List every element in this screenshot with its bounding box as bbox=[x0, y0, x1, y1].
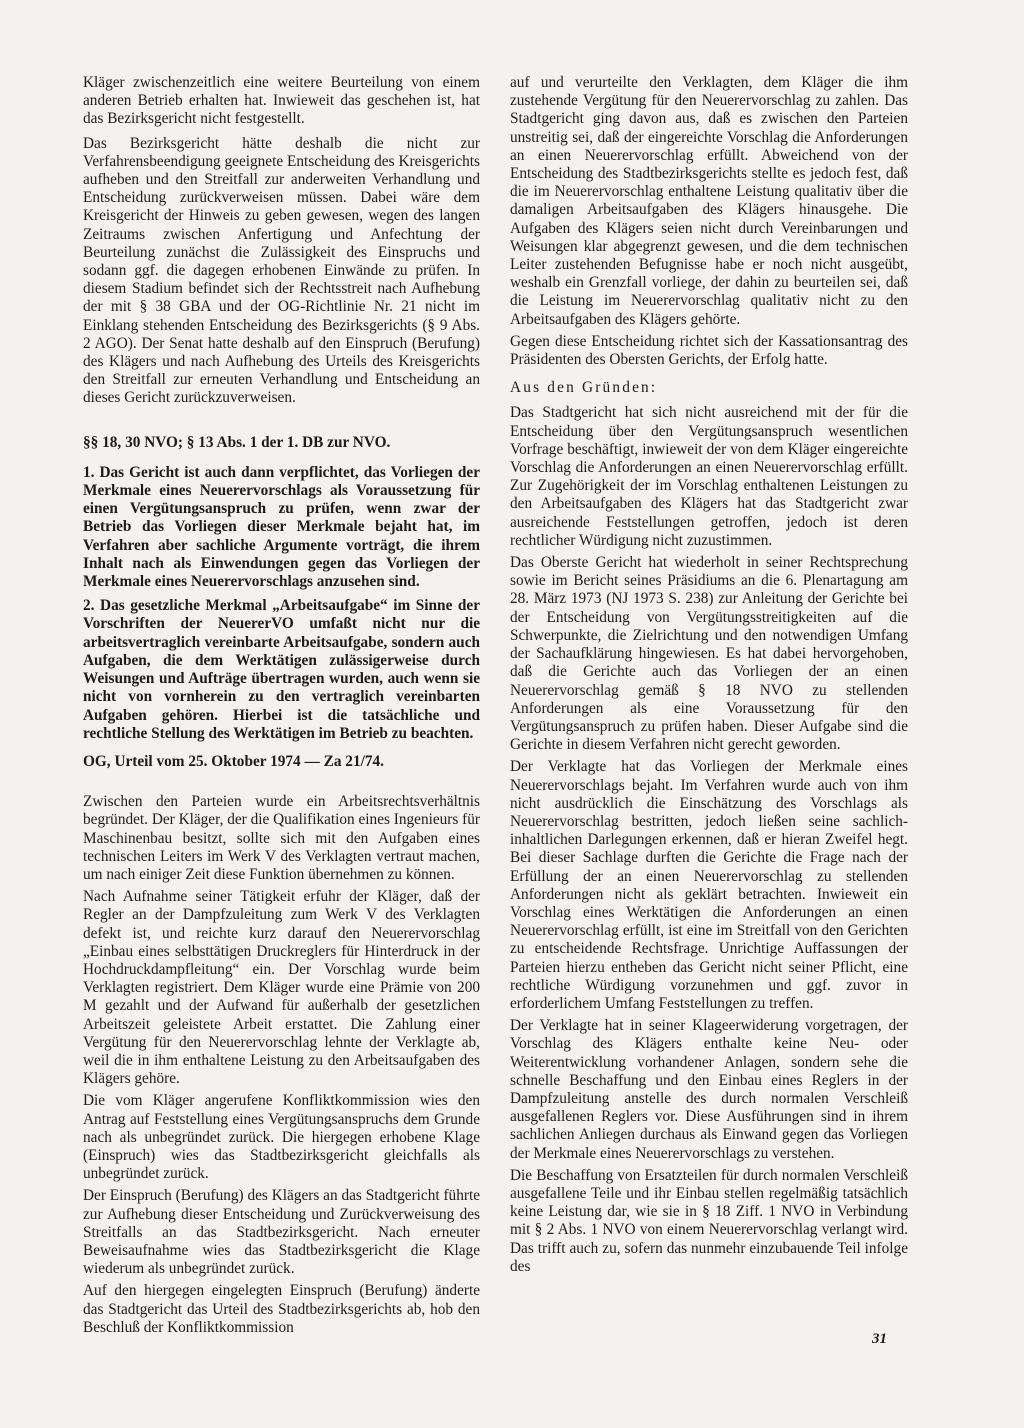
page-number: 31 bbox=[872, 1331, 887, 1347]
judgment-citation: OG, Urteil vom 25. Oktober 1974 — Za 21/74. bbox=[83, 752, 384, 770]
paragraph: Die vom Kläger angerufene Konfliktkommission wies den Antrag auf Feststellung eines Vergütungsanspruchs dem Grunde nach als unbegründet zurück. Die hiergegen erhobene Klage (Einspruch) wies das Stadtbezirksgericht gleichfalls als unbegründet zurück. bbox=[83, 1092, 480, 1183]
paragraph: Das Stadtgericht hat sich nicht ausreichend mit der für die Entscheidung über den Vergütungsanspruch wesentlichen Vorfrage beschäftigt, inwieweit der von dem Kläger eingereichte Vorschlag die Anforderungen an einen Neuerervorschlag erfüllt. Zur Zugehörigkeit der im Vorschlag enthaltenen Leistungen zu den Arbeitsaufgaben des Klägers hat das Stadtgericht zwar ausreichende Feststellungen getroffen, jedoch ist deren rechtlicher Würdigung nicht zuzustimmen. bbox=[510, 404, 908, 549]
paragraph: Der Verklagte hat das Vorliegen der Merkmale eines Neuerervorschlags bejaht. Im Verfahren wurde auch von ihm nicht ausdrücklich die Einschätzung des Vorschlags als Neuerervorschlag bestritten, jedoch ließen seine sachlich-inhaltlichen Darlegungen erkennen, daß er hieran Zweifel hegt. Bei dieser Sachlage durften die Gerichte die Frage nach der Erfüllung der an einen Neuerervorschlag zu stellenden Anforderungen nicht als geklärt betrachten. Inwieweit ein Vorschlag eines Werktätigen die Anforderungen an einen Neuerervorschlag erfüllt, ist eine im Streitfall von den Gerichten zu entscheidende Rechtsfrage. Unrichtige Auffassungen der Parteien hierzu entheben das Gericht nicht seiner Pflicht, eine rechtliche Würdigung vorzunehmen und ggf. zuvor in erforderlichem Umfang Feststellungen zu treffen. bbox=[510, 758, 908, 1012]
paragraph: Das Bezirksgericht hätte deshalb die nicht zur Verfahrensbeendigung geeignete Entscheidung des Kreisgerichts aufheben und den Streitfall zur anderweiten Verhandlung und Entscheidung zurückverweisen müssen. Dabei wäre dem Kreisgericht der Hinweis zu geben gewesen, wegen des langen Zeitraums zwischen Anfertigung und Anfechtung der Beurteilung zunächst die Zulässigkeit des Einspruchs und sodann ggf. die dagegen erhobenen Einwände zu prüfen. In diesem Stadium befindet sich der Rechtsstreit nach Aufhebung der mit § 38 GBA und der OG-Richtlinie Nr. 21 nicht im Einklang stehenden Entscheidung des Bezirksgerichts (§ 9 Abs. 2 AGO). Der Senat hatte deshalb auf den Einspruch (Berufung) des Klägers und nach Aufhebung des Urteils des Kreisgerichts den Streitfall zur erneuten Verhandlung und Entscheidung an dieses Gericht zurückzuverweisen. bbox=[83, 134, 480, 407]
right-column bbox=[510, 74, 908, 1280]
reasons-heading: Aus den Gründen: bbox=[510, 379, 658, 397]
headnote-2: 2. Das gesetzliche Merkmal „Arbeitsaufgabe“ im Sinne der Vorschriften der NeuererVO umfaßt nicht nur die arbeitsvertraglich vereinbarte Arbeitsaufgabe, sondern auch Aufgaben, die dem Werktätigen zulässigerweise durch Weisungen und Aufträge übertragen wurden, auch wenn sie nicht von vornherein zu den vertraglich vereinbarten Aufgaben gehören. Hierbei ist die tatsächliche und rechtliche Stellung des Werktätigen im Betrieb zu beachten. bbox=[83, 597, 480, 742]
paragraph: Kläger zwischenzeitlich eine weitere Beurteilung von einem anderen Betrieb erhalten hat. Inwieweit das geschehen ist, hat das Bezirksgericht nicht festgestellt. bbox=[83, 74, 480, 128]
paragraph: Das Oberste Gericht hat wiederholt in seiner Rechtsprechung sowie im Bericht seines Präsidiums an die 6. Plenartagung am 28. März 1973 (NJ 1973 S. 238) zur Anleitung der Gerichte bei der Entscheidung von Vergütungsstreitigkeiten auf die Schwerpunkte, die Zielrichtung und den notwendigen Umfang der Sachaufklärung hingewiesen. Es hat dabei hervorgehoben, daß die Gerichte auch das Vorliegen der an einen Neuerervorschlag gemäß § 18 NVO zu stellenden Anforderungen als eine Voraussetzung für den Vergütungsanspruch zu prüfen haben. Dieser Aufgabe sind die Gerichte in diesem Verfahren nicht gerecht geworden. bbox=[510, 554, 908, 754]
paragraph: Auf den hiergegen eingelegten Einspruch (Berufung) änderte das Stadtgericht das Urteil des Stadtbezirksgerichts ab, hob den Beschluß der Konfliktkommission bbox=[83, 1282, 480, 1336]
headnote-1: 1. Das Gericht ist auch dann verpflichtet, das Vorliegen der Merkmale eines Neuerervorschlags als Voraussetzung für einen Vergütungsanspruch zu prüfen, wenn zwar der Betrieb das Vorliegen dieser Merkmale bejaht hat, im Verfahren aber sachliche Argumente vorträgt, die ihrem Inhalt nach als Einwendungen gegen das Vorliegen der Merkmale eines Neuerervorschlags anzusehen sind. bbox=[83, 463, 480, 591]
paragraph: Der Einspruch (Berufung) des Klägers an das Stadtgericht führte zur Aufhebung dieser Entscheidung und Zurückverweisung des Streitfalls an das Stadtbezirksgericht. Nach erneuter Beweisaufnahme wies das Stadtbezirksgericht die Klage wiederum als unbegründet zurück. bbox=[83, 1187, 480, 1278]
paragraph: Zwischen den Parteien wurde ein Arbeitsrechtsverhältnis begründet. Der Kläger, der die Qualifikation eines Ingenieurs für Maschinenbau besitzt, sollte sich mit den Aufgaben eines technischen Leiters im Werk V des Verklagten vertraut machen, um nach einiger Zeit diese Funktion übernehmen zu können. bbox=[83, 793, 480, 883]
paragraph: Die Beschaffung von Ersatzteilen für durch normalen Verschleiß ausgefallene Teile und ihr Einbau stellen regelmäßig tatsächlich keine Leistung dar, wie sie in § 18 Ziff. 1 NVO in Verbindung mit § 2 Abs. 1 NVO von einem Neuerervorschlag verlangt wird. Das trifft auch zu, sofern das nunmehr einzubauende Teil infolge des bbox=[510, 1166, 908, 1275]
paragraph: auf und verurteilte den Verklagten, dem Kläger die ihm zustehende Vergütung für den Neuerervorschlag zu zahlen. Das Stadtgericht ging davon aus, daß es zwischen den Parteien unstreitig sei, daß der eingereichte Vorschlag die Anforderungen an einen Neuerervorschlag erfüllt. Abweichend von der Entscheidung des Stadtbezirksgerichts stellte es jedoch fest, daß die im Neuerervorschlag enthaltene Leistung qualitativ über die damaligen Arbeitsaufgaben des Klägers hinausgehe. Die Aufgaben des Klägers seien nicht durch Vereinbarungen und Weisungen klar abgegrenzt gewesen, und die dem technischen Leiter zustehenden Befugnisse habe er noch nicht ausgeübt, weshalb ein Grenzfall vorliege, der dahin zu beurteilen sei, daß die Leistung im Neuerervorschlag qualitativ nicht zu den Arbeitsaufgaben des Klägers gehörte. bbox=[510, 74, 908, 328]
paragraph: Nach Aufnahme seiner Tätigkeit erfuhr der Kläger, daß der Regler an der Dampfzuleitung zum Werk V des Verklagten defekt ist, und reichte kurz darauf den Neuerervorschlag „Einbau eines selbsttätigen Druckreglers für Hinterdruck in der Hochdruckdampfleitung“ ein. Der Vorschlag wurde beim Verklagten registriert. Dem Kläger wurde eine Prämie von 200 M gezahlt und der Aufwand für außerhalb der gesetzlichen Arbeitszeit geleistete Arbeit erstattet. Die Zahlung einer Vergütung für den Neuerervorschlag lehnte der Verklagte ab, weil die in ihm enthaltene Leistung zu den Arbeitsaufgaben des Klägers gehöre. bbox=[83, 888, 480, 1088]
paragraph: Der Verklagte hat in seiner Klageerwiderung vorgetragen, der Vorschlag des Klägers enthalte keine Neu- oder Weiterentwicklung vorhandener Anlagen, sondern sehe die schnelle Beschaffung und den Einbau eines Reglers in der Dampfzuleitung anstelle des durch normalen Verschleiß ausgefallenen Reglers vor. Diese Ausführungen sind in ihrem sachlichen Anliegen durchaus als Einwand gegen das Vorliegen der Merkmale eines Neuerervorschlags zu verstehen. bbox=[510, 1017, 908, 1162]
paragraph: Gegen diese Entscheidung richtet sich der Kassationsantrag des Präsidenten des Obersten Gerichts, der Erfolg hatte. bbox=[510, 332, 908, 369]
left-column bbox=[83, 74, 480, 1341]
section-heading: §§ 18, 30 NVO; § 13 Abs. 1 der 1. DB zur NVO. bbox=[83, 433, 391, 451]
